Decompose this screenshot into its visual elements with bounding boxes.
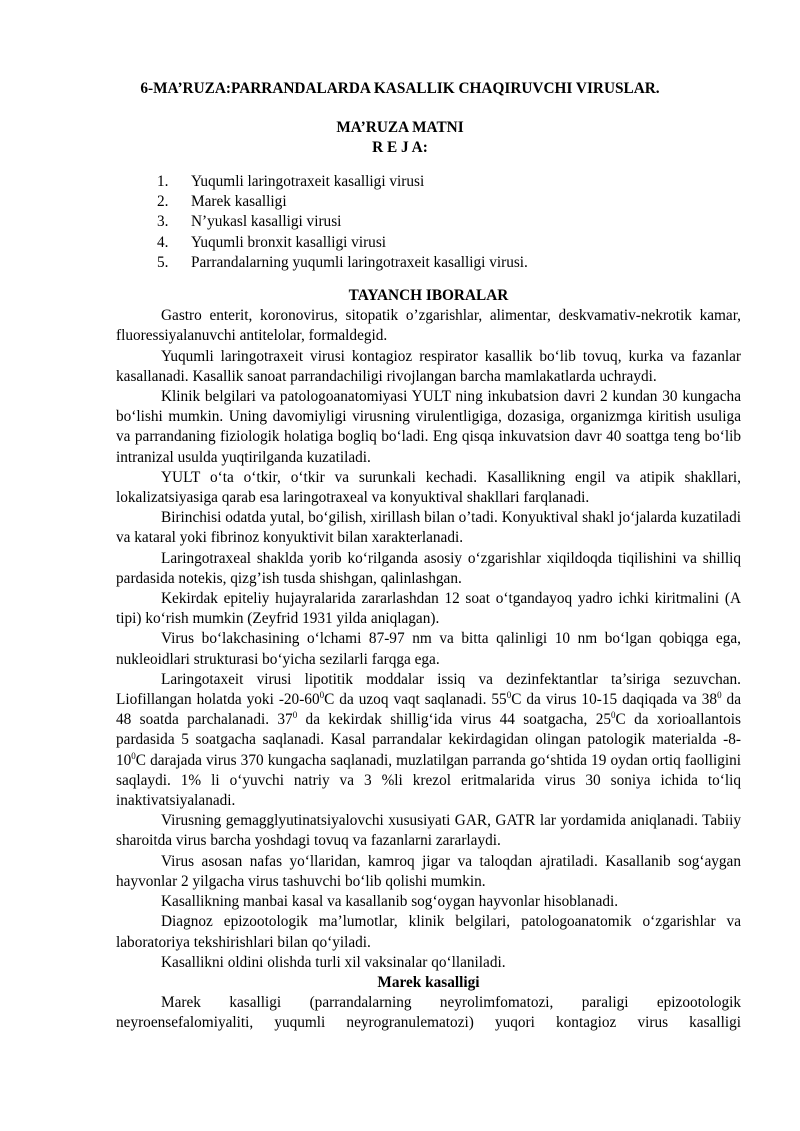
document-body: [116, 286, 741, 1034]
paragraph: Gastro enterit, koronovirus, sitopatik o’zgarishlar, alimentar, deskvamativ-nekrotik kamar, fluoressiyalanuvchi antitelolar, formaldegid.: [116, 307, 741, 345]
paragraph: Birinchisi odatda yutal, bo‘gilish, xirillash bilan o’tadi. Konyuktival shakl jo‘jalarda kuzatiladi va kataral yoki fibrinoz konyuktivit bilan xarakterlanadi.: [116, 509, 741, 547]
paragraph: Kekirdak epiteliy hujayralarida zararlashdan 12 soat o‘tgandayoq yadro ichki kiritmalini (A tipi) ko‘rish mumkin (Zeyfrid 1931 yilda aniqlagan).: [116, 590, 741, 628]
paragraph: Virus asosan nafas yo‘llaridan, kamroq jigar va taloqdan ajratiladi. Kasallanib sog‘aygan hayvonlar 2 yilgacha virus tashuvchi bo‘lib qolishi mumkin.: [116, 852, 741, 890]
plan-item: 3. N’yukasl kasalligi virusi: [157, 213, 342, 231]
plan-heading: R E J A:: [372, 139, 428, 156]
paragraph: Diagnoz epizootologik ma’lumotlar, klinik belgilari, patologoanatomik o‘zgarishlar va laboratoriya tekshirishlari bilan qo‘yiladi.: [116, 913, 741, 951]
paragraph: Marek kasalligi (parrandalarning neyrolimfomatozi, paraligi epizootologik neyroensefalomiyaliti, yuqumli neyrogranulematozi) yuqori kontagioz virus kasalligi: [116, 994, 741, 1032]
plan-item: 2. Marek kasalligi: [157, 193, 287, 211]
keywords-heading: TAYANCH IBORALAR: [348, 287, 509, 304]
paragraph: Kasallikni oldini olishda turli xil vaksinalar qo‘llaniladi.: [161, 953, 506, 971]
paragraph: Virusning gemagglyutinatsiyalovchi xususiyati GAR, GATR lar yordamida aniqlanadi. Tabiiy sharoitda virus barcha yoshdagi tovuq va fazanlarni zararlaydi.: [116, 812, 741, 850]
plan-item: 1. Yuqumli laringotraxeit kasalligi virusi: [157, 173, 425, 190]
paragraph: YULT o‘ta o‘tkir, o‘tkir va surunkali kechadi. Kasallikning engil va atipik shakllari, lokalizatsiyasiga qarab esa laringotraxeal va konyuktival shakllari farqlanadi.: [116, 468, 741, 507]
paragraph: Klinik belgilari va patologoanatomiyasi YULT ning inkubatsion davri 2 kundan 30 kungacha bo‘lishi mumkin. Uning davomiyligi virusning virulentligiga, dozasiga, organizmga kiritish usuliga va parrandaning fiziologik holatiga bogliq bo‘ladi. Eng qisqa inkuvatsion davr 40 soattga teng bo‘lib intranizal usulda yuqtirilganda kuzatiladi.: [116, 388, 741, 466]
paragraph: Virus bo‘lakchasining o‘lchami 87-97 nm va bitta qalinligi 10 nm bo‘lgan qobiqga ega, nukleoidlari strukturasi bo‘yicha sezilarli farqga ega.: [116, 630, 741, 668]
plan-list: [157, 172, 528, 273]
paragraph: Kasallikning manbai kasal va kasallanib sog‘oygan hayvonlar hisoblanadi.: [161, 893, 619, 911]
paragraph: Laringotraxeal shaklda yorib ko‘rilganda asosiy o‘zgarishlar xiqildoqda tiqilishini va shilliq pardasida notekis, qizg’ish tusda shishgan, qalinlashgan.: [116, 549, 741, 587]
plan-item: 4. Yuqumli bronxit kasalligi virusi: [157, 233, 387, 251]
lecture-text-heading: MA’RUZA MATNI: [336, 119, 464, 136]
marek-heading: Marek kasalligi: [377, 973, 480, 991]
paragraph: Yuqumli laringotraxeit virusi kontagioz respirator kasallik bo‘lib tovuq, kurka va fazanlar kasallanadi. Kasallik sanoat parrandachiligi rivojlangan barcha mamlakatlarda uchraydi.: [116, 347, 741, 385]
paragraph: Laringotaxeit virusi lipotitik moddalar issiq va dezinfektantlar ta’siriga sezuvchan. Liofillangan holatda yoki $-20-60^0C$ da uzoq vaqt saqlanadi. $55^0C$ da virus 10-15 daqiqada va $38^0$ da 48 soatda parchalanadi. $37^0$ da kekirdak shillig‘ida virus 44 soatgacha, $25^0C$ da xorioallantois pardasida 5 soatgacha saqlanadi. Kasal parrandalar kekirdagidan olingan patologik materialda $-8-10^0C$ darajada virus 370 kungacha saqlanadi, muzlatilgan parranda go‘shtida 19 oydan ortiq faolligini saqlaydi. 1% li o‘yuvchi natriy va 3 %li krezol eritmalarida virus 30 soniya ichida to‘liq inaktivatsiyalanadi.: [116, 670, 741, 810]
lecture-title: 6-MA’RUZA:PARRANDALARDA KASALLIK CHAQIRUVCHI VIRUSLAR.: [140, 80, 660, 97]
plan-item: 5. Parrandalarning yuqumli laringotraxeit kasalligi virusi.: [157, 253, 528, 271]
